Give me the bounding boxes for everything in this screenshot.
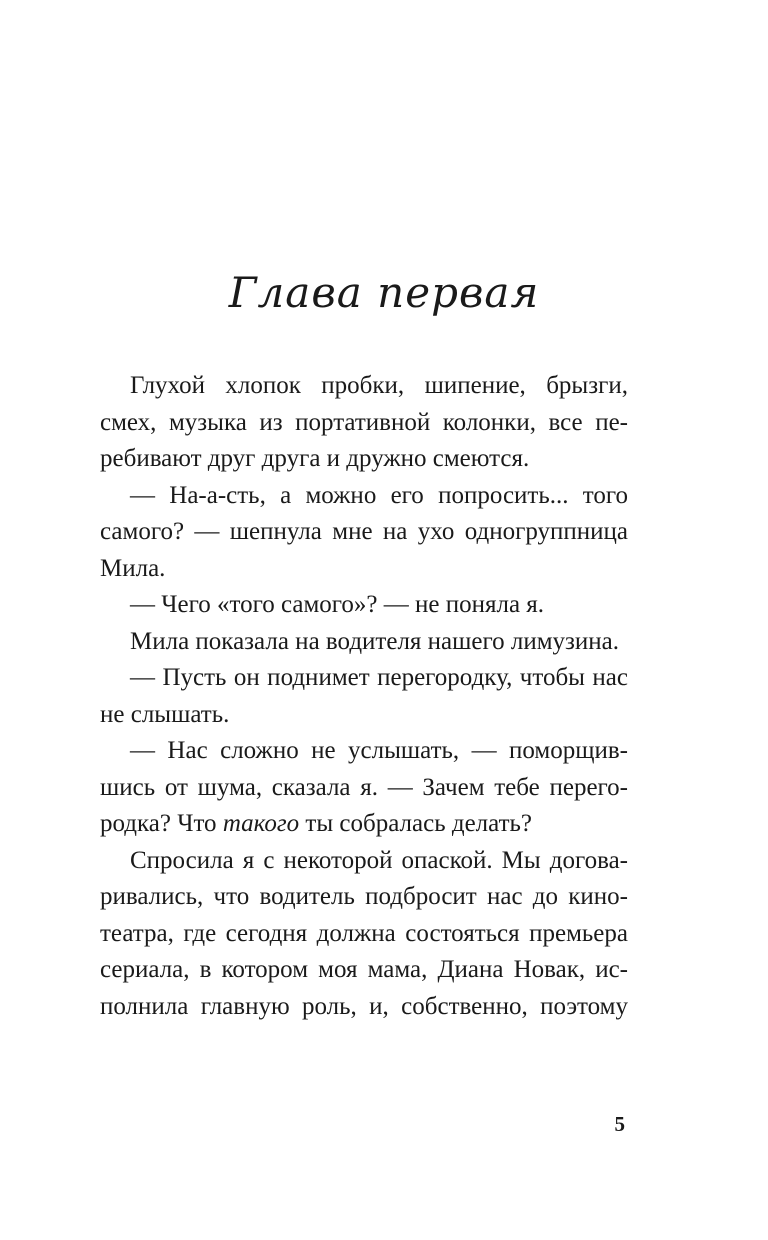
paragraph-text: — Нас сложно не услышать, — поморщившись от шума, сказала я. — Зачем тебе перегородка? Что bbox=[100, 737, 628, 837]
body-text bbox=[100, 368, 628, 1025]
paragraph bbox=[100, 368, 628, 478]
paragraph bbox=[100, 478, 628, 588]
paragraph bbox=[100, 660, 628, 733]
paragraph-text: — Пусть он поднимет перегородку, чтобы нас не слышать. bbox=[100, 664, 628, 728]
page-number: 5 bbox=[614, 1112, 625, 1136]
paragraph bbox=[100, 733, 628, 843]
paragraph-text: Спросила я с некоторой опаской. Мы договаривались, что водитель подбросит нас до кинотеатра, где сегодня должна состояться премьера сериала, в котором моя мама, Диана Новак, исполнила главную роль, и, собственно, поэтому bbox=[100, 846, 628, 1020]
paragraph bbox=[100, 624, 628, 661]
paragraph-text: ты собралась делать? bbox=[299, 810, 533, 837]
paragraph-text: — Чего «того самого»? — не поняла я. bbox=[130, 591, 545, 618]
paragraph-text: Мила показала на водителя нашего лимузина. bbox=[130, 627, 620, 655]
chapter-title: Глава первая bbox=[228, 268, 540, 317]
paragraph-text: Глухой хлопок пробки, шипение, брызги, смех, музыка из портативной колонки, все перебивают друг друга и дружно смеются. bbox=[100, 372, 628, 472]
italic-emphasis: такого bbox=[222, 810, 300, 837]
paragraph bbox=[100, 843, 628, 1026]
paragraph bbox=[100, 587, 628, 624]
paragraph-text: — На-а-сть, а можно его попросить... того самого? — шепнула мне на ухо одногруппница Мила. bbox=[100, 481, 628, 582]
